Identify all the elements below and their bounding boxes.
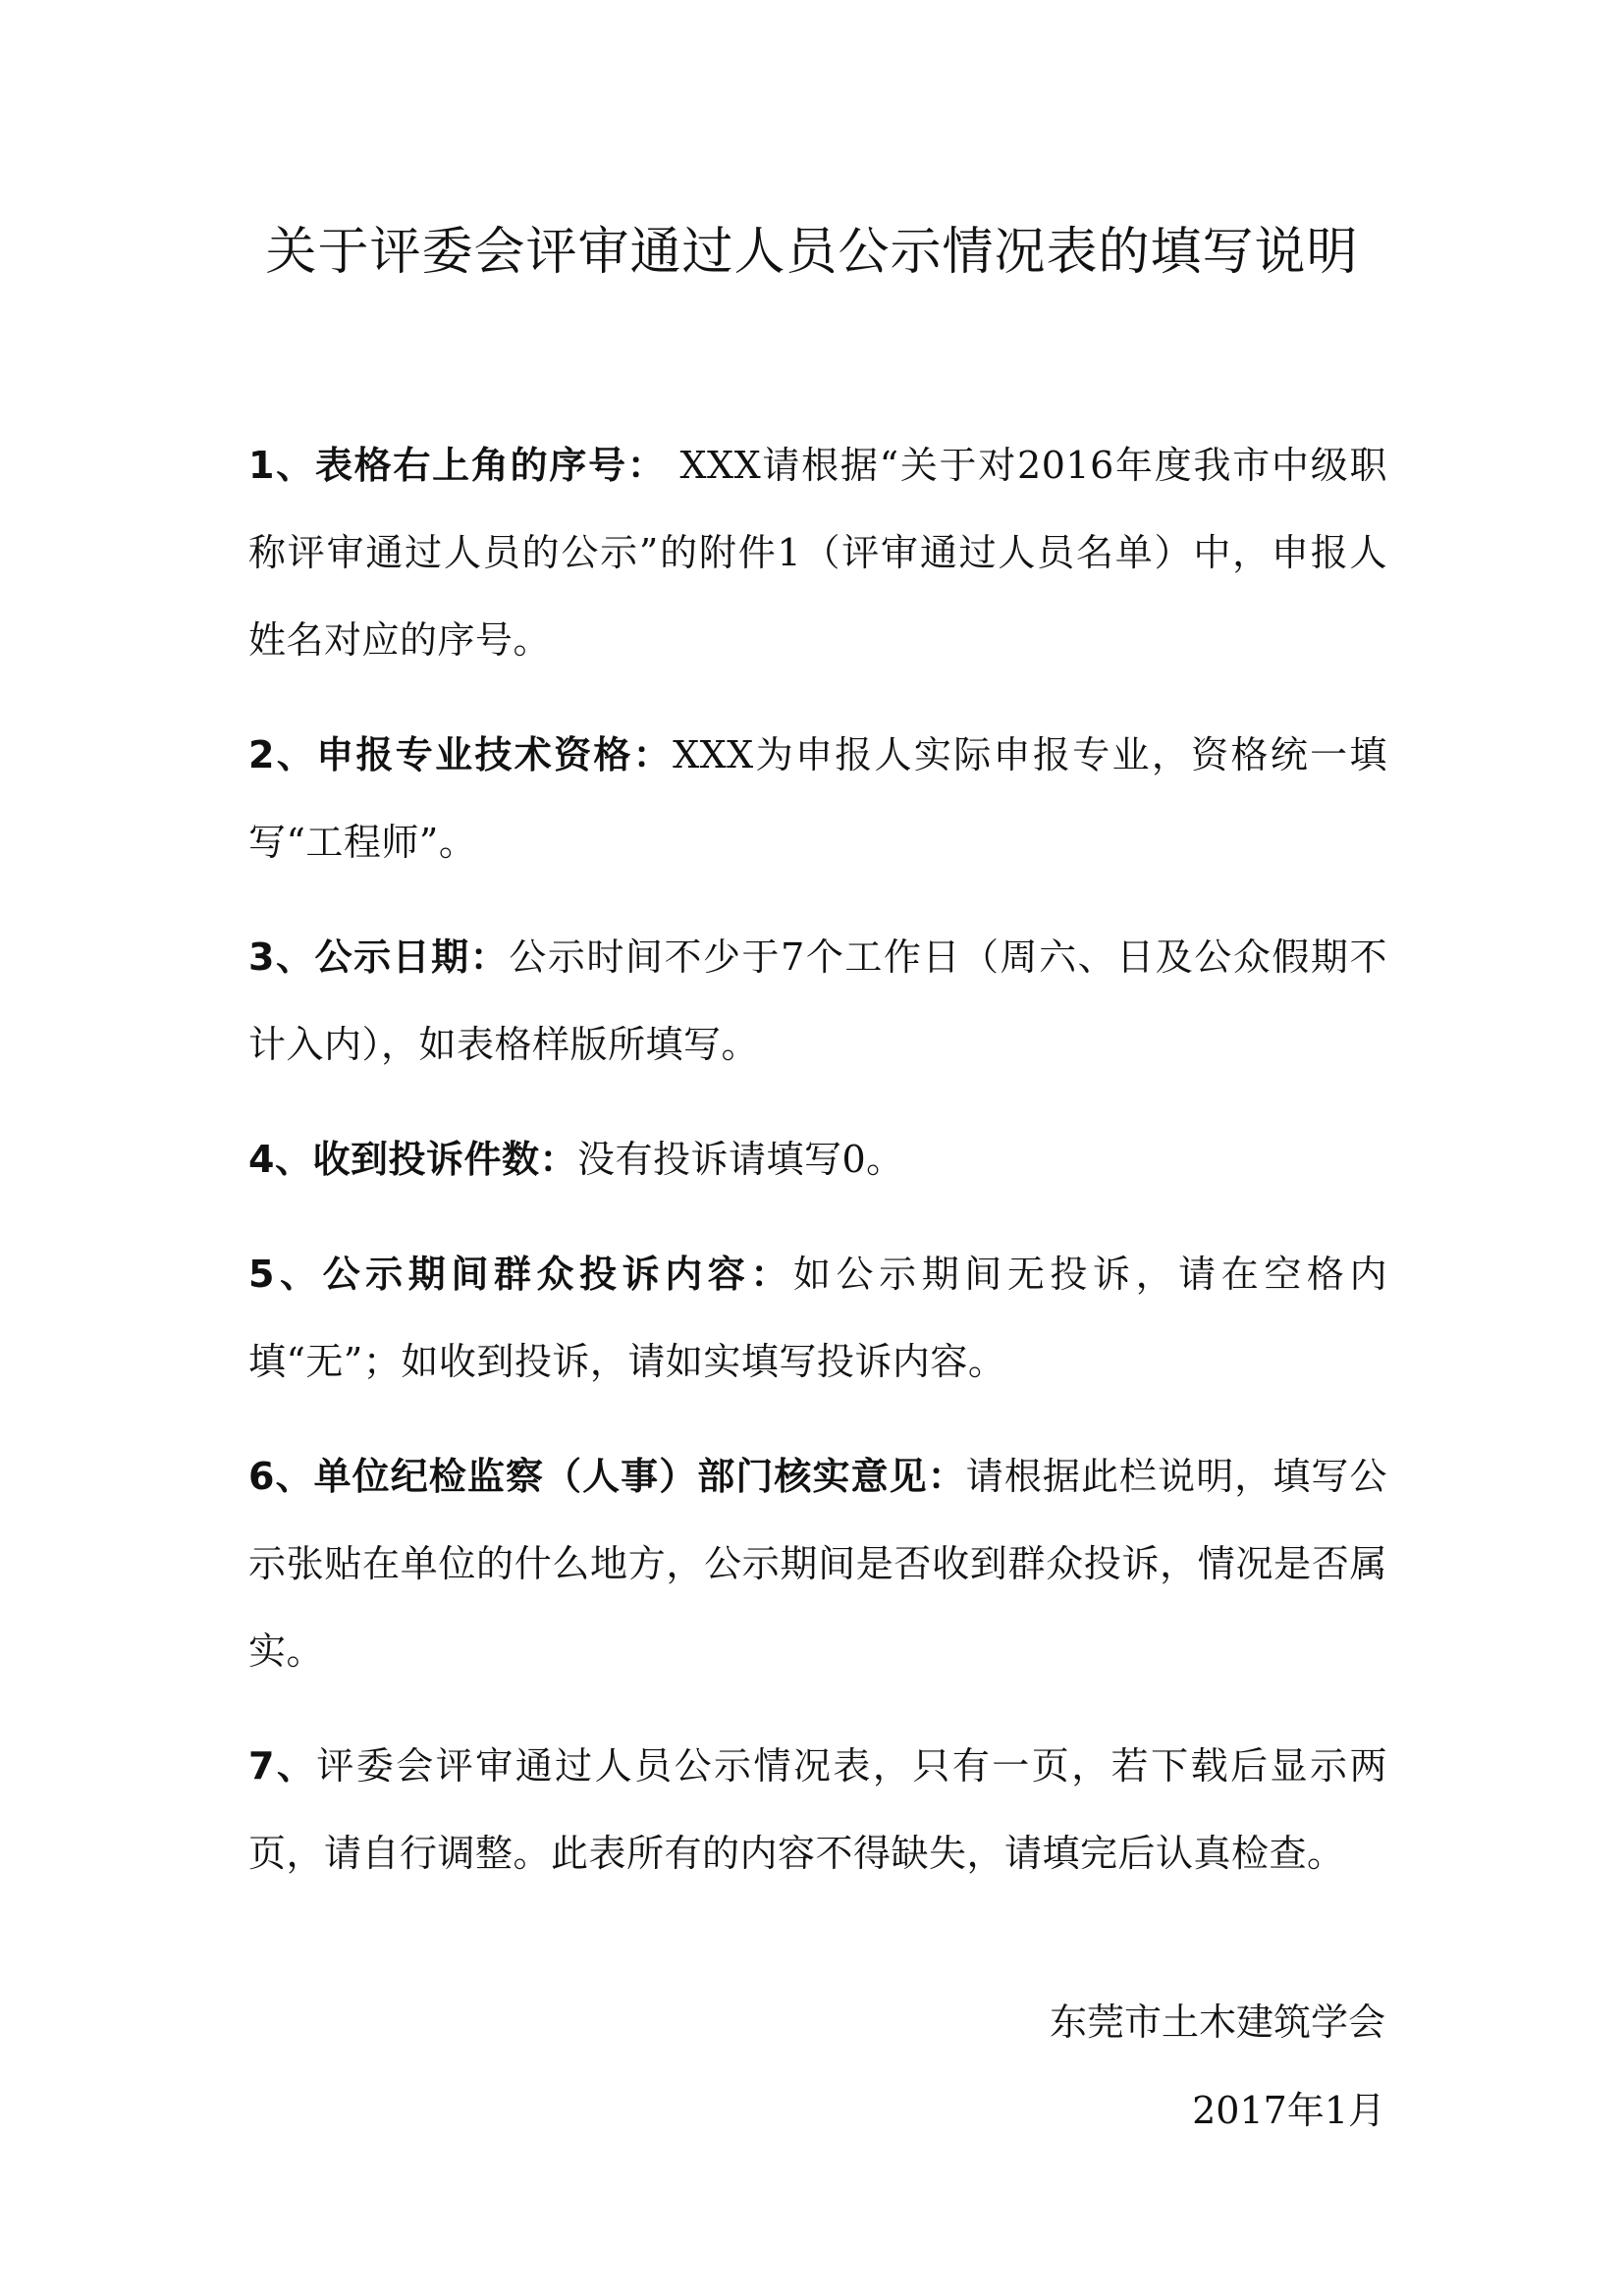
item-label: 公示日期： xyxy=(314,935,510,979)
item-text: XXX请根据“关于对2016年度我市中级职称评审通过人员的公示”的附件1（评审通过人员名单）中，申报人姓名对应的序号。 xyxy=(248,444,1387,662)
instruction-item-2 xyxy=(248,712,1387,886)
instruction-item-3 xyxy=(248,914,1387,1089)
signature-date: 2017年1月 xyxy=(1192,2089,1385,2132)
item-number: 2、 xyxy=(248,733,317,776)
signature-organization: 东莞市土木建筑学会 xyxy=(1049,2001,1385,2044)
item-label: 单位纪检监察（人事）部门核实意见： xyxy=(313,1455,966,1498)
item-number: 5、 xyxy=(248,1253,323,1296)
item-label: 公示期间群众投诉内容： xyxy=(322,1253,793,1296)
instruction-item-6 xyxy=(248,1433,1387,1695)
item-number: 6、 xyxy=(248,1455,314,1498)
item-label: 收到投诉件数： xyxy=(312,1138,577,1181)
instruction-item-5 xyxy=(248,1231,1387,1406)
item-text: 没有投诉请填写0。 xyxy=(576,1138,904,1181)
item-number: 4、 xyxy=(248,1138,313,1181)
signature-block xyxy=(1050,1978,1385,2155)
item-label: 申报专业技术资格： xyxy=(316,733,674,776)
item-text: 如公示期间无投诉，请在空格内填“无”；如收到投诉，请如实填写投诉内容。 xyxy=(248,1253,1387,1383)
instruction-item-1 xyxy=(248,422,1387,684)
instruction-item-4 xyxy=(248,1116,1387,1203)
instruction-list xyxy=(248,422,1387,1925)
item-text: 评委会评审通过人员公示情况表，只有一页，若下载后显示两页，请自行调整。此表所有的内容不得缺失，请填完后认真检查。 xyxy=(248,1744,1387,1875)
item-number: 7、 xyxy=(248,1744,317,1788)
item-text: 请根据此栏说明，填写公示张贴在单位的什么地方，公示期间是否收到群众投诉，情况是否属实。 xyxy=(248,1455,1387,1673)
item-text: 公示时间不少于7个工作日（周六、日及公众假期不计入内），如表格样版所填写。 xyxy=(248,935,1387,1066)
item-number: 3、 xyxy=(248,935,315,979)
instruction-item-7 xyxy=(248,1723,1387,1897)
item-text: XXX为申报人实际申报专业，资格统一填写“工程师”。 xyxy=(248,733,1387,864)
document-title: 关于评委会评审通过人员公示情况表的填写说明 xyxy=(265,223,1359,282)
item-label: 表格右上角的序号： xyxy=(314,444,667,487)
item-number: 1、 xyxy=(248,444,315,487)
